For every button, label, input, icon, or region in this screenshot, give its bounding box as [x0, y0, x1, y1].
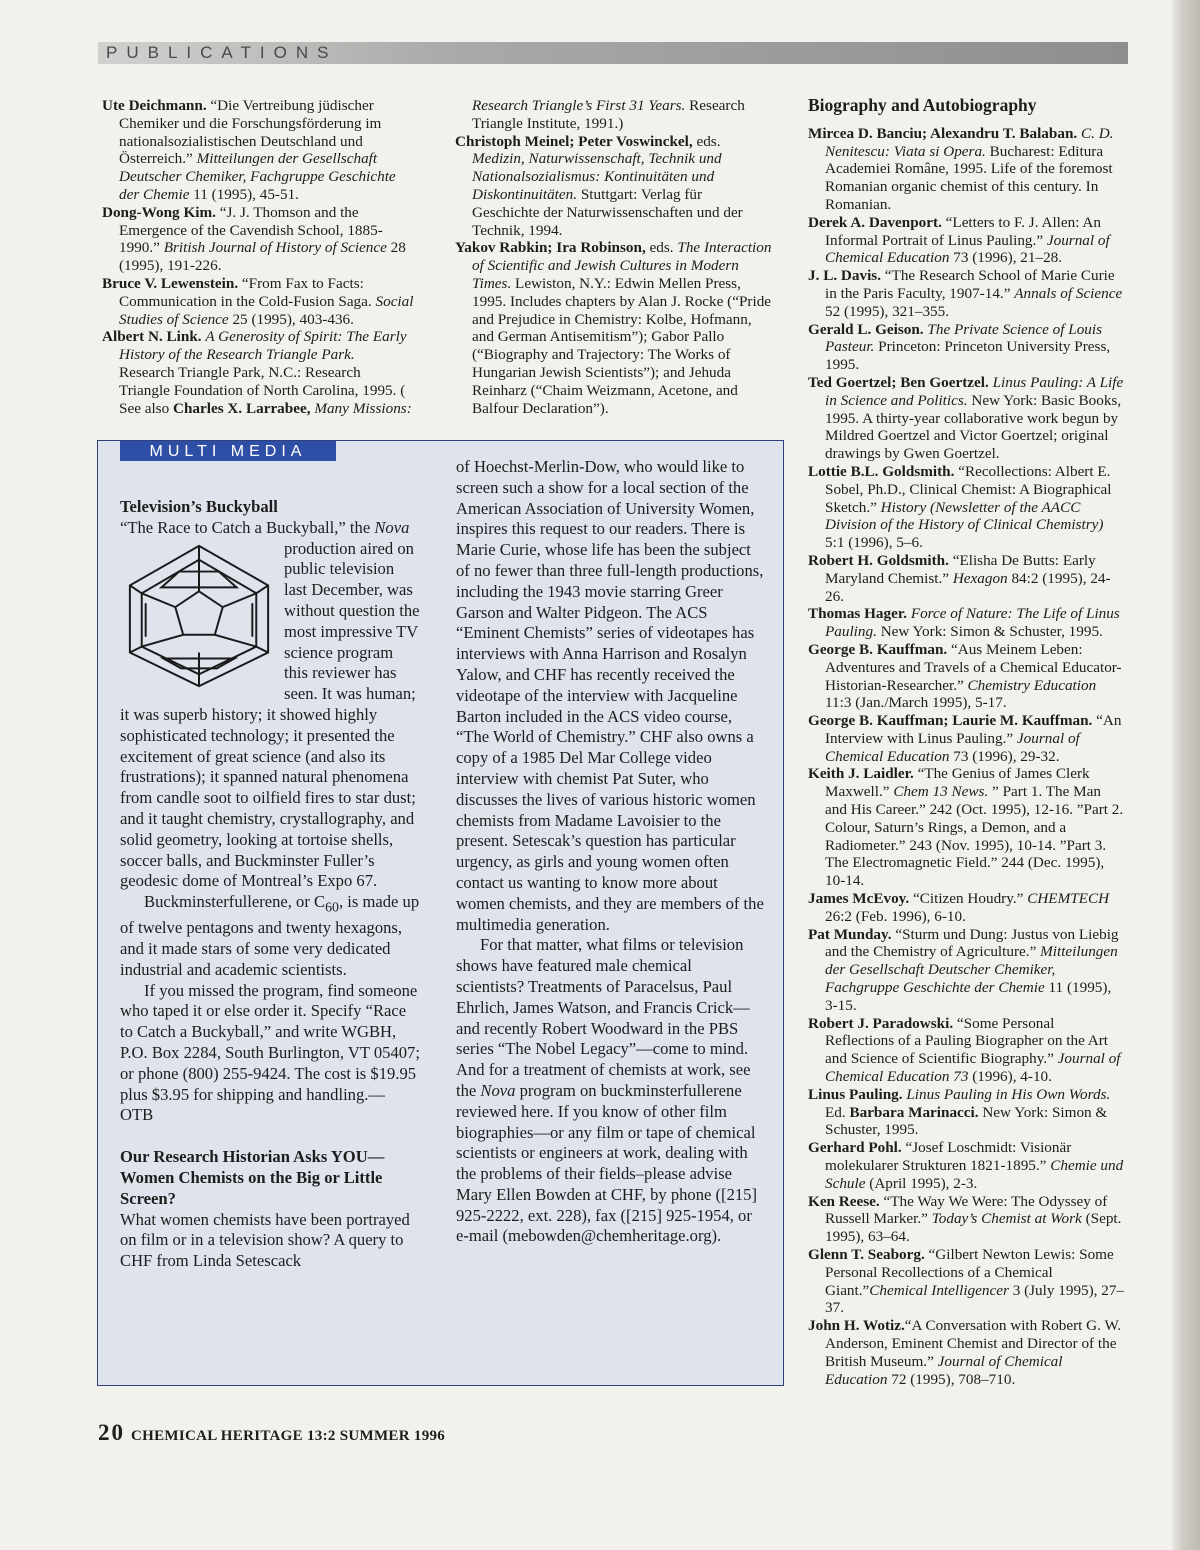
multimedia-tab-label: MULTI MEDIA [120, 441, 336, 461]
article-paragraph: of Hoechst-Merlin-Dow, who would like to screen such a show for a local section of the American Association of University Women, inspires this request to our readers. There is Marie Curie, whose life has been the subject of no fewer than three full-length productions, including the 1943 movie starring Greer Garson and Walter Pidgeon. The ACS “Eminent Chemists” series of videotapes has interviews with Anna Harrison and Rosalyn Yalow, and CHF has recently received the videotape of the interview with Jacqueline Barton included in the ACS video course, “The World of Chemistry.” CHF also owns a copy of a 1985 Del Mar College video interview with chemist Pat Suter, who discusses the lives of various historic women chemists from Madame Lavoisier to the present. Setescak’s question has particular urgency, as girls and young women often contact us wanting to know more about women chemists, and they are members of the multimedia generation. [456, 457, 764, 934]
page-footer [98, 1420, 445, 1446]
biography-column [808, 97, 1126, 1388]
citation-entry: Yakov Rabkin; Ira Robinson, eds. The Interaction of Scientific and Jewish Cultures in Modern Times. Lewiston, N.Y.: Edwin Mellen Press, 1995. Includes chapters by Alan J. Rocke (“Pride and Prejudice in Chemistry: Kolbe, Hofmann, and German Antisemitism”); Gabor Pallo (“Biography and Trajectory: The Works of Hungarian Jewish Scientists”); and Jehuda Reinharz (“Chaim Weizmann, Acetone, and Balfour Declaration”). [455, 239, 772, 417]
citation-entry: Derek A. Davenport. “Letters to F. J. Allen: An Informal Portrait of Linus Pauling.” Journal of Chemical Education 73 (1996), 21–28. [808, 213, 1110, 267]
multimedia-box [97, 440, 784, 1386]
citation-entry: Keith J. Laidler. “The Genius of James Clerk Maxwell.” Chem 13 News. ” Part 1. The Man and His Career.” 242 (Oct. 1995), 12-16. ”Part 2. Colour, Saturn’s Rings, a Demon, and a Radiometer.” 243 (Nov. 1995), 10-14. ”Part 3. The Electromagnetic Field.” 244 (Dec. 1995), 10-14. [808, 765, 1124, 890]
citation-entry: Ken Reese. “The Way We Were: The Odyssey of Russell Marker.” Today’s Chemist at Work (Sept. 1995), 63–64. [808, 1192, 1122, 1246]
multimedia-column-1 [120, 497, 420, 1272]
citation-entry: Glenn T. Seaborg. “Gilbert Newton Lewis: Some Personal Recollections of a Chemical Giant.”Chemical Intelligencer 3 (July 1995), 27–37. [808, 1246, 1125, 1317]
biography-entries [808, 125, 1126, 1389]
citation-entry: Mircea D. Banciu; Alexandru T. Balaban. C. D. Nenitescu: Viata si Opera. Bucharest: Editura Academiei Române, 1995. Life of the foremost Romanian organic chemist of this century. In Romanian. [808, 124, 1114, 213]
article-heading: Television’s Buckyball [120, 497, 278, 516]
citation-entry: J. L. Davis. “The Research School of Marie Curie in the Paris Faculty, 1907-14.” Annals of Science 52 (1995), 321–355. [808, 267, 1123, 320]
citation-entry: Thomas Hager. Force of Nature: The Life of Linus Pauling. New York: Simon & Schuster, 1995. [808, 605, 1120, 641]
section-header-bar [98, 42, 1128, 64]
citation-entry: Albert N. Link. A Generosity of Spirit: The Early History of the Research Triangle Park. Research Triangle Park, N.C.: Research Triangle Foundation of North Carolina, 1995. ( See also Charles X. Larrabee, Many Missions: [102, 328, 412, 417]
citation-entry: Ted Goertzel; Ben Goertzel. Linus Pauling: A Life in Science and Politics. New York: Basic Books, 1995. A thirty-year collaborative work begun by Mildred Goertzel and Victor Goertzel; original drawings by Gwen Goertzel. [808, 373, 1124, 463]
citation-entry: Robert J. Paradowski. “Some Personal Reflections of a Pauling Biographer on the Art and Science of Scientific Biography.” Journal of Chemical Education 73 (1996), 4-10. [808, 1014, 1121, 1086]
biography-section-title: Biography and Autobiography [808, 95, 1037, 115]
citation-entry: Christoph Meinel; Peter Voswinckel, eds. Medizin, Naturwissenschaft, Technik und Nationalsozialismus: Kontinuitäten und Diskontinuitäten. Stuttgart: Verlag für Geschichte der Naturwissenschaften und der Technik, 1994. [455, 132, 743, 239]
section-header-label: PUBLICATIONS [106, 43, 338, 62]
citation-entry: Robert H. Goldsmith. “Elisha De Butts: Early Maryland Chemist.” Hexagon 84:2 (1995), 24-26. [808, 551, 1111, 605]
citation-entry: Bruce V. Lewenstein. “From Fax to Facts: Communication in the Cold-Fusion Saga. Social Studies of Science 25 (1995), 403-436. [102, 274, 414, 328]
article-paragraph: For that matter, what films or television shows have featured male chemical scientists? Treatments of Paracelsus, Paul Ehrlich, James Watson, and Francis Crick—and recently Robert Woodward in the PBS series “The Nobel Legacy”—come to mind. And for a treatment of chemists at work, see the Nova program on buckminsterfullerene reviewed here. If you know of other film biographies—or any film or tape of chemical scientists or engineers at work, dealing with the problems of their fields–please advise Mary Ellen Bowden at CHF, by phone ([215] 925-2222, ext. 228), fax ([215] 925-1954, or e-mail (mebowden@chemheritage.org). [456, 935, 757, 1246]
citation-entry: Gerhard Pohl. “Josef Loschmidt: Visionär molekularer Strukturen 1821-1895.” Chemie und Schule (April 1995), 2-3. [808, 1139, 1124, 1192]
publications-column-1 [102, 97, 414, 417]
multimedia-column-2 [456, 457, 764, 1247]
article-paragraph: If you missed the program, find someone who taped it or else order it. Specify “Race to Catch a Buckyball,” and write WGBH, P.O. Box 2284, South Burlington, VT 05407; or phone (800) 255-9424. The cost is $19.95 plus $3.95 for shipping and handling.— OTB [120, 980, 420, 1125]
citation-entry: John H. Wotiz.“A Conversation with Robert G. W. Anderson, Eminent Chemist and Director of the British Museum.” Journal of Chemical Education 72 (1995), 708–710. [808, 1317, 1122, 1388]
citation-entry: Linus Pauling. Linus Pauling in His Own Words. Ed. Barbara Marinacci. New York: Simon & Schuster, 1995. [808, 1085, 1111, 1139]
citation-entry: Gerald L. Geison. The Private Science of Louis Pasteur. Princeton: Princeton University Press, 1995. [808, 320, 1111, 374]
citation-entry: Dong-Wong Kim. “J. J. Thomson and the Emergence of the Cavendish School, 1885-1990.” British Journal of History of Science 28 (1995), 191-226. [102, 203, 406, 275]
page-number: 20 [98, 1420, 125, 1445]
citation-entry: James McEvoy. “Citizen Houdry.” CHEMTECH 26:2 (Feb. 1996), 6-10. [808, 890, 1110, 925]
buckyball-molecule-icon [120, 541, 278, 691]
citation-entry: George B. Kauffman. “Aus Meinem Leben: Adventures and Travels of a Chemical Educator-Historian-Researcher.” Chemistry Education 11:3 (Jan./March 1995), 5-17. [808, 640, 1122, 712]
article-paragraph: Buckminsterfullerene, or $C_{60}$, is made up of twelve pentagons and twenty hexagons, and it made stars of some very dedicated industrial and academic scientists. [120, 892, 420, 979]
citation-entry: Lottie B.L. Goldsmith. “Recollections: Albert E. Sobel, Ph.D., Clinical Chemist: A Biographical Sketch.” History (Newsletter of the AACC Division of the History of Clinical Chemistry) 5:1 (1996), 5–6. [808, 462, 1112, 552]
citation-continuation: Research Triangle’s First 31 Years. Research Triangle Institute, 1991.) [472, 97, 745, 132]
article-heading: Our Research Historian Asks YOU—Women Chemists on the Big or Little Screen? [120, 1147, 385, 1208]
magazine-issue: CHEMICAL HERITAGE 13:2 SUMMER 1996 [131, 1428, 446, 1444]
page-edge [1172, 0, 1200, 1550]
citation-entry: Ute Deichmann. “Die Vertreibung jüdischer Chemiker und die Forschungsförderung im nationalsozialistischen Deutschland und Österreich.” Mitteilungen der Gesellschaft Deutscher Chemiker, Fachgruppe Geschichte der Chemie 11 (1995), 45-51. [102, 97, 396, 203]
article-paragraph: “The Race to Catch a Buckyball,” the Nova production aired on public television last December, was without question the most impressive TV science program this reviewer has seen. It was human; it was superb history; it showed highly sophisticated technology; it presented the excitement of great science (and also its frustrations); it spanned natural phenomena from candle soot to oilfield fires to star dust; and it taught chemistry, crystallography, and solid geometry, looking at tortoise shells, soccer balls, and Buckminster Fuller’s geodesic dome of Montreal’s Expo 67. [120, 517, 420, 891]
article-paragraph: What women chemists have been portrayed on film or in a television show? A query to CHF from Linda Setescack [120, 1209, 410, 1271]
publications-column-2 [455, 97, 773, 417]
citation-entry: George B. Kauffman; Laurie M. Kauffman. “An Interview with Linus Pauling.” Journal of Chemical Education 73 (1996), 29-32. [808, 712, 1122, 765]
citation-entry: Pat Munday. “Sturm und Dung: Justus von Liebig and the Chemistry of Agriculture.” Mitteilungen der Gesellschaft Deutscher Chemiker, Fachgruppe Geschichte der Chemie 11 (1995), 3-15. [808, 925, 1119, 1014]
